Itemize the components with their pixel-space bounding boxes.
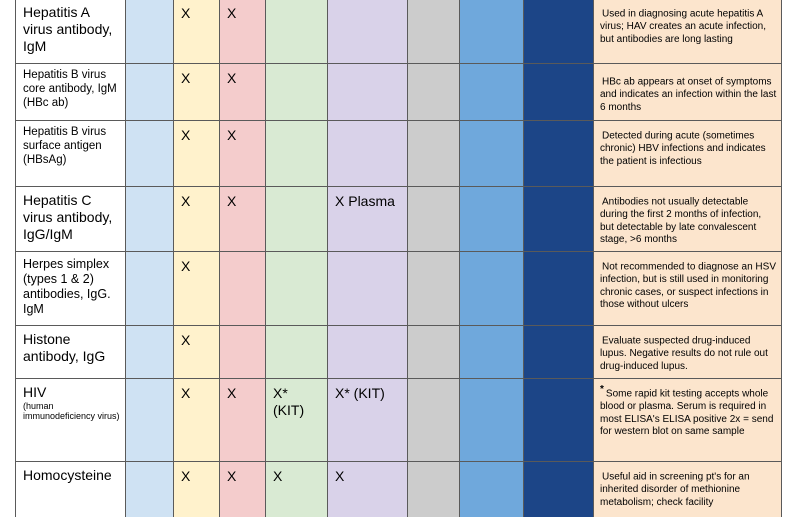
mark <box>266 0 327 5</box>
note-star: * <box>600 384 604 395</box>
mark: X <box>273 468 283 484</box>
mark: X <box>335 468 345 484</box>
test-name-cell <box>16 64 126 121</box>
mark-cell <box>408 64 460 121</box>
mark <box>408 326 459 332</box>
table-row <box>16 462 782 517</box>
notes-cell <box>594 0 782 64</box>
test-name-cell <box>16 0 126 64</box>
test-name-cell <box>16 462 126 517</box>
mark-cell <box>266 64 328 121</box>
notes-cell <box>594 121 782 187</box>
mark <box>126 0 173 5</box>
mark: X <box>181 70 191 86</box>
mark-cell <box>126 121 174 187</box>
mark <box>220 326 265 332</box>
mark-cell <box>524 326 594 379</box>
mark-cell <box>266 379 328 462</box>
table-row <box>16 64 782 121</box>
note-text: Not recommended to diagnose an HSV infection, but is still used in monitoring chronic cases, or suspect infections in those without ulcers <box>600 261 776 311</box>
table-row <box>16 252 782 326</box>
mark-cell <box>460 326 524 379</box>
mark-cell <box>408 121 460 187</box>
mark-cell <box>524 462 594 517</box>
mark-cell <box>408 252 460 326</box>
note-text: HBc ab appears at onset of symptoms and indicates an infection within the last 6 months <box>600 76 777 113</box>
mark-cell <box>328 379 408 462</box>
mark <box>126 64 173 70</box>
mark <box>460 252 523 258</box>
mark <box>126 121 173 127</box>
note-text: Used in diagnosing acute hepatitis A virus; HAV creates an acute infection, but antibodies are long lasting <box>600 8 767 45</box>
mark-cell <box>328 252 408 326</box>
mark: X <box>181 258 191 274</box>
mark <box>126 326 173 332</box>
mark: X <box>181 468 191 484</box>
mark-cell <box>174 252 220 326</box>
mark <box>524 462 593 468</box>
test-name-cell <box>16 326 126 379</box>
mark-cell <box>524 379 594 462</box>
mark-cell <box>460 0 524 64</box>
mark <box>460 121 523 127</box>
mark-cell <box>460 252 524 326</box>
lab-test-table <box>15 0 782 517</box>
mark-cell <box>524 0 594 64</box>
mark <box>266 187 327 193</box>
mark <box>328 64 407 70</box>
mark <box>408 0 459 5</box>
mark <box>524 187 593 193</box>
mark <box>328 0 407 5</box>
mark-cell <box>220 462 266 517</box>
test-name-cell <box>16 379 126 462</box>
mark <box>460 462 523 468</box>
mark-cell <box>174 0 220 64</box>
test-name: Homocysteine <box>23 467 112 483</box>
mark-cell <box>174 64 220 121</box>
mark <box>328 252 407 258</box>
mark-cell <box>460 64 524 121</box>
mark-cell <box>174 462 220 517</box>
mark <box>126 379 173 385</box>
mark <box>328 121 407 127</box>
mark <box>460 0 523 5</box>
mark <box>524 326 593 332</box>
notes-cell <box>594 462 782 517</box>
mark <box>408 462 459 468</box>
mark-cell <box>266 0 328 64</box>
mark-cell <box>266 462 328 517</box>
mark-cell <box>524 252 594 326</box>
notes-cell <box>594 187 782 252</box>
mark-cell <box>328 462 408 517</box>
mark-cell <box>126 462 174 517</box>
mark-cell <box>460 121 524 187</box>
mark <box>408 379 459 385</box>
mark <box>266 64 327 70</box>
mark <box>460 326 523 332</box>
mark-cell <box>220 187 266 252</box>
test-name: Herpes simplex (types 1 & 2) antibodies, IgG. IgM <box>23 257 111 316</box>
mark-cell <box>126 252 174 326</box>
mark-cell <box>220 64 266 121</box>
table-row <box>16 379 782 462</box>
mark-cell <box>126 0 174 64</box>
mark <box>408 187 459 193</box>
mark <box>266 326 327 332</box>
mark <box>460 64 523 70</box>
mark: X <box>181 127 191 143</box>
mark: X <box>181 193 191 209</box>
note-text: Useful aid in screening pt's for an inherited disorder of methionine metabolism; check facility <box>600 471 750 508</box>
table-row <box>16 187 782 252</box>
mark <box>126 187 173 193</box>
mark-cell <box>126 187 174 252</box>
mark-cell <box>220 379 266 462</box>
test-name: Hepatitis A virus antibody, IgM <box>23 4 113 54</box>
mark-cell <box>408 187 460 252</box>
mark: X <box>227 468 237 484</box>
mark-cell <box>266 187 328 252</box>
test-name: Hepatitis B virus core antibody, IgM (HBc ab) <box>23 69 117 109</box>
mark: X <box>227 385 237 401</box>
test-name-cell <box>16 187 126 252</box>
table-row <box>16 326 782 379</box>
table-row <box>16 121 782 187</box>
mark <box>328 326 407 332</box>
mark-cell <box>174 379 220 462</box>
mark: X <box>181 5 191 21</box>
mark: X <box>227 70 237 86</box>
mark <box>126 252 173 258</box>
mark-cell <box>328 64 408 121</box>
mark: X <box>227 193 237 209</box>
mark-cell <box>328 187 408 252</box>
mark <box>524 121 593 127</box>
note-text: Detected during acute (sometimes chronic) HBV infections and indicates the patient is infectious <box>600 130 766 167</box>
mark <box>220 252 265 258</box>
mark-cell <box>328 326 408 379</box>
notes-cell <box>594 326 782 379</box>
test-name-cell <box>16 252 126 326</box>
notes-cell <box>594 379 782 462</box>
mark-cell <box>460 462 524 517</box>
test-name: Hepatitis B virus surface antigen (HBsAg) <box>23 126 107 166</box>
mark-cell <box>174 326 220 379</box>
note-text: Some rapid kit testing accepts whole blood or plasma. Serum is required in most ELISA's ELISA positive 2x = send for western blot on same sample <box>600 388 774 438</box>
mark-cell <box>220 252 266 326</box>
mark <box>460 379 523 385</box>
note-text: Antibodies not usually detectable during the first 2 months of infection, but detectable by late convalescent stage, >6 months <box>600 196 762 246</box>
mark-cell <box>524 121 594 187</box>
mark-cell <box>460 187 524 252</box>
mark-cell <box>126 379 174 462</box>
mark-cell <box>266 252 328 326</box>
mark-cell <box>328 0 408 64</box>
mark-cell <box>328 121 408 187</box>
mark <box>408 121 459 127</box>
mark: X Plasma <box>335 193 395 209</box>
mark: X <box>227 5 237 21</box>
mark-cell <box>408 379 460 462</box>
mark-cell <box>220 121 266 187</box>
notes-cell <box>594 252 782 326</box>
mark-cell <box>126 64 174 121</box>
mark: X <box>181 385 191 401</box>
test-name-subtitle: (human immunodeficiency virus) <box>23 400 120 422</box>
mark: X <box>227 127 237 143</box>
mark-cell <box>524 187 594 252</box>
note-text: Evaluate suspected drug-induced lupus. Negative results do not rule out drug-induced lupus. <box>600 335 768 372</box>
test-name: Histone antibody, IgG <box>23 331 106 364</box>
mark-cell <box>408 462 460 517</box>
mark <box>524 0 593 5</box>
mark-cell <box>220 0 266 64</box>
mark-cell <box>266 326 328 379</box>
test-name: Hepatitis C virus antibody, IgG/IgM <box>23 192 113 242</box>
notes-cell <box>594 64 782 121</box>
test-name: HIV <box>23 384 47 400</box>
mark-cell <box>266 121 328 187</box>
mark-cell <box>126 326 174 379</box>
mark <box>460 187 523 193</box>
mark: X <box>181 332 191 348</box>
mark-cell <box>174 121 220 187</box>
mark: X* (KIT) <box>335 385 385 401</box>
mark: X* (KIT) <box>273 385 305 418</box>
mark <box>408 64 459 70</box>
mark-cell <box>460 379 524 462</box>
mark <box>408 252 459 258</box>
mark <box>266 121 327 127</box>
test-name-cell <box>16 121 126 187</box>
table-row <box>16 0 782 64</box>
mark <box>524 64 593 70</box>
mark-cell <box>408 0 460 64</box>
mark <box>524 252 593 258</box>
mark <box>266 252 327 258</box>
mark <box>524 379 593 385</box>
mark-cell <box>220 326 266 379</box>
mark <box>126 462 173 468</box>
mark-cell <box>408 326 460 379</box>
mark-cell <box>174 187 220 252</box>
mark-cell <box>524 64 594 121</box>
